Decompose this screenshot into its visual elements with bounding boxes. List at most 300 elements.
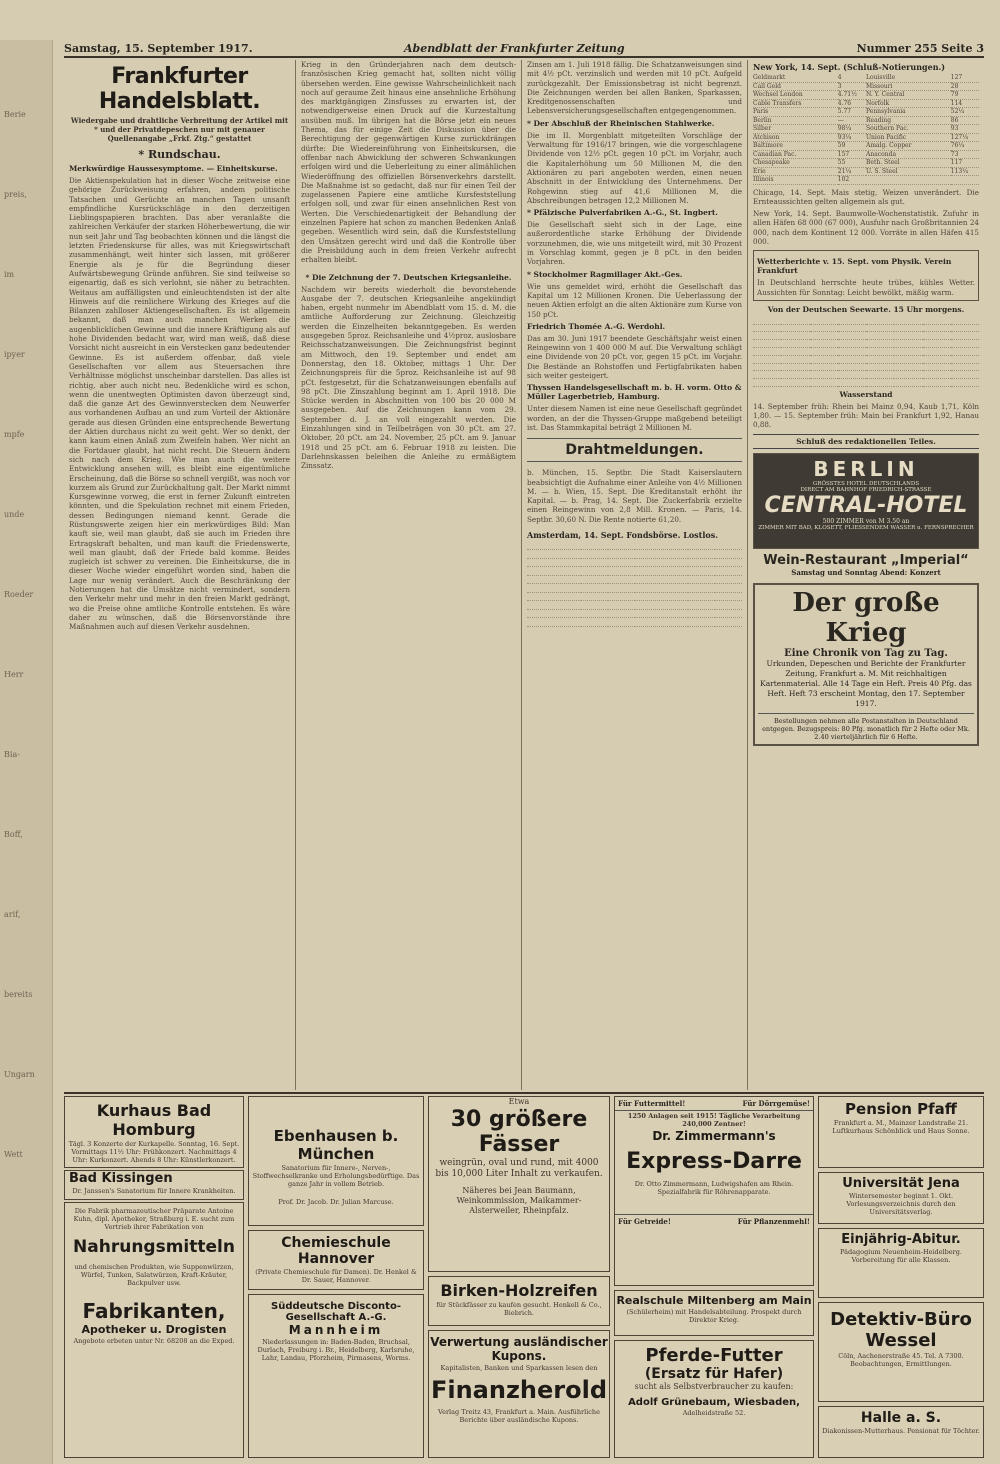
ny-row-label: Call Geld	[753, 83, 838, 92]
strip-word: bereits	[4, 990, 33, 999]
express-title: Express-Darre	[626, 1149, 802, 1174]
ny-row-label: Amalg. Copper	[866, 142, 951, 151]
ny-row-label: U. S. Steel	[866, 168, 951, 177]
table-cell	[635, 610, 689, 619]
table-cell	[753, 364, 781, 372]
table-cell	[715, 584, 742, 593]
express-name: Dr. Zimmermann's	[652, 1129, 776, 1143]
ny-row-value: 5.77	[838, 108, 866, 117]
weather-title: Wetterberichte v. 15. Sept. vom Physik. Verein Frankfurt	[757, 257, 952, 276]
table-cell	[715, 542, 742, 551]
new-york-market-title: New York, 14. Sept. (Schluß-Notierungen.)	[753, 62, 946, 72]
table-cell	[838, 325, 866, 333]
table-cell	[838, 340, 866, 348]
table-cell	[527, 584, 581, 593]
ny-row-value: 86	[951, 117, 979, 126]
table-cell	[781, 317, 809, 325]
imperial-ad-sub: Samstag und Sonntag Abend: Konzert	[791, 567, 941, 577]
pferde-sub: (Ersatz für Hafer)	[644, 1366, 784, 1382]
kurhaus-title: Kurhaus Bad Homburg	[96, 1101, 212, 1139]
table-cell	[527, 610, 581, 619]
table-cell	[894, 348, 922, 356]
table-cell	[608, 567, 635, 576]
table-cell	[894, 340, 922, 348]
amsterdam-market-title: Amsterdam, 14. Sept. Fondsbörse. Lostlos.	[527, 529, 719, 540]
table-cell	[810, 371, 838, 379]
article-heading-pulverfabriken: * Pfälzische Pulverfabriken A.-G., St. Ingbert.	[527, 208, 718, 218]
table-cell	[635, 576, 689, 585]
table-cell	[715, 618, 742, 627]
strip-word: Berie	[4, 110, 26, 119]
table-cell	[527, 593, 581, 602]
chemie-body: (Private Chemieschule für Damen). Dr. Henkel & Dr. Sauer, Hannover.	[255, 1268, 417, 1284]
table-cell	[688, 559, 715, 568]
table-cell	[923, 356, 951, 364]
table-cell	[608, 601, 635, 610]
table-cell	[894, 364, 922, 372]
previous-page-strip	[0, 40, 53, 1464]
article-heading-kriegsanleihe: * Die Zeichnung der 7. Deutschen Kriegsanleihe.	[305, 272, 512, 282]
ny-row-value: 4.71½	[838, 91, 866, 100]
wasserstand-title: Wasserstand	[839, 389, 893, 399]
disconto-title: Süddeutsche Disconto-Gesellschaft A.-G.	[271, 1301, 401, 1323]
article-body: Die Aktienspekulation hat in dieser Woche zeitweise eine gehörige Zurückweisung erfahren, andem politische Tatsachen und Gerüchte an manchen Tagen unsanft empfindliche Kursrückschläge in den derzeitigen Lieblingspapieren brachten. Das aber veranlaßte die zahlreichen Verkäufer der starken Höherbewertung, die wir nun seit Jahr und Tag beobachten können und die längst die letzten Friedenskurse für alles, was mit Kriegswirtschaft zusammenhängt, weit hinter sich lassen, mit größerer Energie als je für die Begründung dieser Aufwärtsbewegung Gründe anführen. Sie sind teilweise so eigenartig, daß es sich verlohnt, sie näher zu betrachten. Weitaus am auffälligsten und einleuchtendsten ist der alte Hinweis auf die reinlichere Wirkung des Krieges auf die Bilanzen zahlloser Aktiengesellschaften. Es ist allgemein bekannt, daß man auch manchen Werken die augenblicklichen Gewinne und die innere Kräftigung als auf hohe Dividenden bedacht war, wird man weiß, daß diese Vorsicht nicht ausreicht in ein Verstecken ganz bedeutender Gewinne. Es ist außerdem offenbar, daß viele Gesellschaften vor allem aus Steuersachen ihre Verhältnisse möglichst unscheinbar darstellen. Das alles ist richtig, aber auch nicht neu. Bedenkliche wird es schon, wenn die unentwegten Optimisten davon überzeugt sind, daß die ganze Art des Gewinnverstecken dem Neuwerfer aus vorhandenen Aufbau an und zum Vorteil der Aktionäre gerade aus diesen Gründen eine entsprechende Bewertung der Aktien durchaus nicht zu weit geht. Wer so denkt, der kann kaum einen Anlaß zum Zweifeln haben. Wer nicht an die Fortdauer glaubt, hat nicht recht. Die Steuern ändern sich nach dem Krieg. Wie man auch die weitere Entwicklung ansehen will, es bleibt eine eigentümliche Erscheinung, daß die Börse so schnell vergißt, was noch vor kurzem als Grund zur Zurückhaltung galt. Der Markt nimmt Kursgewinne vorweg, die erst in ferner Zukunft eintreten könnten, und die Spekulation rechnet mit einem Frieden, dessen Bedingungen niemand kennt. Gerade die Rüstungswerte zeigen hier ein merkwürdiges Bild: Man kauft sie, weil man glaubt, daß sie auch im Frieden ihre Ertragskraft behalten, und man kauft die Friedenswerte, weil man glaubt, daß der Friede bald komme. Beides zugleich ist schwer zu vereinen. Die Einheitskurse, die in dieser Woche wieder eingeführt worden sind, haben die Lage nur wenig verändert. Auch die Beschränkung der Notierungen hat die Umsätze nicht vermindert, sondern den Verkehr mehr und mehr in den freien Markt gedrängt, wo die Preise ohne amtliche Kontrolle entstehen. Es wäre daher zu wünschen, daß die Börsenvorstände ihre Maßnahmen auch auf diesen Verkehr ausdehnen.	[69, 176, 290, 632]
cotton-report: New York, 14. Sept. Baumwolle-Wochenstatistik. Zufuhr in allen Häfen 68 000 (67 000), Ausfuhr nach Großbritannien 24 000, nach dem Kontinent 12 000. Vorräte in allen Häfen 415 000.	[753, 209, 979, 246]
pferde-name: Adolf Grünebaum, Wiesbaden,	[628, 1397, 800, 1408]
table-cell	[810, 325, 838, 333]
table-cell	[810, 364, 838, 372]
table-cell	[608, 584, 635, 593]
masthead-subtitle: Wiedergabe und drahtliche Verbreitung der Artikel mit * und der Privatdepeschen nur mit genauer Quellenangabe „Frkf. Ztg.“ gestattet	[70, 116, 289, 143]
table-cell	[688, 542, 715, 551]
kupons-body: Kapitalisten, Banken und Sparkassen lesen den	[440, 1364, 598, 1372]
chicago-report: Chicago, 14. Sept. Mais stetig, Weizen unverändert. Die Ernteaussichten gelten allgemein als gut.	[753, 187, 979, 206]
table-cell	[581, 550, 608, 559]
ny-row-value: 52¼	[951, 108, 979, 117]
table-cell	[635, 559, 689, 568]
ad-realschule-miltenberg	[614, 1290, 814, 1336]
table-cell	[608, 542, 635, 551]
fabrikanten-sub: Apotheker u. Drogisten	[81, 1323, 227, 1336]
table-cell	[838, 371, 866, 379]
article-heading-stockholmer: * Stockholmer Ragmillager Akt.-Ges.	[527, 269, 683, 279]
drahtmeldungen-title: Drahtmeldungen.	[527, 438, 742, 462]
table-cell	[923, 348, 951, 356]
table-cell	[781, 332, 809, 340]
article-body-kriegsanleihe: Nachdem wir bereits wiederholt die bevorstehende Ausgabe der 7. deutschen Kriegsanleihe angekündigt haben, ergeht nunmehr im Abendblatt vom 15. d. M. die amtliche Aufforderung zur Zeichnung. Gleichzeitig werden die Einzelheiten bekanntgegeben. Es werden ausgegeben 5proz. Reichsanleihe und 4½proz. auslosbare Reichsschatzanweisungen. Die Zeichnungsfrist beginnt am Mittwoch, den 19. September und endet am Donnerstag, den 18. Oktober, mittags 1 Uhr. Der Zeichnungspreis für die 5proz. Reichsanleihe ist auf 98 pCt. festgesetzt, für die Schatzanweisungen ebenfalls auf 98 pCt. Die Zinszahlung beginnt am 1. April 1918. Die Stücke werden in Abschnitten von 100 bis 20 000 M ausgegeben. Auf die Zeichnungen kann vom 29. September d. J. an voll eingezahlt werden. Die Einzahlungen sind in Teilbeträgen von 30 pCt. am 27. Oktober, 20 pCt. am 24. November, 25 pCt. am 9. Januar 1918 und 25 pCt. am 6. Februar 1918 zu leisten. Die Darlehnskassen beleihen die Anleihe zu ermäßigtem Zinssatz.	[301, 284, 516, 471]
ny-row-value: 4.76	[838, 100, 866, 109]
table-cell	[581, 559, 608, 568]
table-cell	[635, 567, 689, 576]
ny-row-label: Union Pacific	[866, 134, 951, 143]
table-cell	[635, 584, 689, 593]
ny-row-value: 73	[951, 151, 979, 160]
futter4: Für Pflanzenmehl!	[737, 1217, 810, 1226]
wasserstand-body: 14. September früh: Rhein bei Mainz 0,94, Kaub 1,71, Köln 1,80. — 15. September früh: Main bei Frankfurt 1,92, Hanau 0,88.	[753, 401, 979, 430]
ad-pferde-futter	[614, 1340, 814, 1458]
express-body: Dr. Otto Zimmermann, Ludwigshafen am Rhein. Spezialfabrik für Röhrenapparate.	[634, 1180, 794, 1196]
table-cell	[581, 576, 608, 585]
table-cell	[866, 332, 894, 340]
table-cell	[608, 593, 635, 602]
ny-row-value: 4	[838, 74, 866, 83]
uni-body: Wintersemester beginnt 1. Okt. Vorlesungsverzeichnis durch den Universitätsverlag.	[846, 1192, 956, 1216]
table-cell	[715, 601, 742, 610]
ny-row-value: 127	[951, 74, 979, 83]
ny-row-value: 157	[838, 151, 866, 160]
ad-halle	[818, 1406, 984, 1458]
header-date: Samstag, 15. September 1917.	[64, 42, 253, 55]
table-cell	[527, 601, 581, 610]
table-cell	[838, 379, 866, 387]
strip-word: Wett	[4, 1150, 23, 1159]
finanz-title: Finanzherold	[430, 1376, 608, 1404]
weather-body: In Deutschland herrschte heute trübes, kühles Wetter. Aussichten für Sonntag: Leicht bewölkt, mäßig warm.	[757, 278, 975, 297]
ny-row-label: Erie	[753, 168, 838, 177]
table-cell	[715, 567, 742, 576]
nahrung-body: und chemischen Produkten, wie Suppenwürzen, Würfel, Tunken, Salatwürzen, Kraft-Kräuter, Backpulver usw.	[74, 1263, 234, 1287]
table-cell	[923, 364, 951, 372]
article-body-continued-3: Zinsen am 1. Juli 1918 fällig. Die Schatzanweisungen sind mit 4½ pCt. verzinslich und werden mit 10 pCt. Aufgeld zurückgezahlt. Der Emissionsbetrag ist nicht begrenzt. Die Zeichnungen werden bei allen Banken, Sparkassen, Kreditgenossenschaften und Lebensversicherungsgesellschaften entgegengenommen.	[527, 60, 742, 116]
ny-row-label	[866, 176, 951, 185]
ad-kurhaus-homburg	[64, 1096, 244, 1168]
ny-row-value: 59	[838, 142, 866, 151]
table-cell	[923, 325, 951, 333]
faesser-etwa: Etwa	[508, 1097, 530, 1106]
table-cell	[715, 593, 742, 602]
ny-row-label: Anaconda	[866, 151, 951, 160]
ny-row-label: Pennsylvania	[866, 108, 951, 117]
ny-row-label: Beth. Steel	[866, 159, 951, 168]
table-cell	[608, 610, 635, 619]
table-cell	[608, 618, 635, 627]
table-cell	[715, 610, 742, 619]
krieg-foot: Bestellungen nehmen alle Postanstalten in Deutschland entgegen. Bezugspreis: 80 Pfg. monatlich für 2 Hefte oder Mk. 2.40 vierteljährlich für 6 Hefte.	[758, 713, 974, 741]
strip-word: mpfe	[4, 430, 25, 439]
table-cell	[753, 332, 781, 340]
berlin-small1: GRÖSSTES HOTEL DEUTSCHLANDS	[812, 480, 920, 487]
table-cell	[866, 364, 894, 372]
ny-row-label: Cable Transfers	[753, 100, 838, 109]
ebenhausen-title: Ebenhausen b. München	[273, 1127, 399, 1163]
ny-row-value: 113¼	[951, 168, 979, 177]
ny-row-label: Louisville	[866, 74, 951, 83]
ny-row-label: Missouri	[866, 83, 951, 92]
berlin-hotel-ad	[753, 453, 979, 549]
einjaehrig-body: Pädagogium Neuenheim-Heidelberg. Vorbereitung für alle Klassen.	[840, 1248, 962, 1264]
detektiv-title: Detektiv-Büro Wessel	[830, 1309, 972, 1351]
table-cell	[781, 348, 809, 356]
article-body-thomee: Das am 30. Juni 1917 beendete Geschäftsjahr weist einen Reingewinn von 1 400 000 M auf. Die Verwaltung schlägt eine Dividende von 20 pCt. vor, gegen 15 pCt. im Vorjahr. Die Bestände an Rohstoffen und Fertigfabrikaten haben sich weiter gesteigert.	[527, 333, 742, 381]
table-cell	[781, 379, 809, 387]
table-cell	[781, 364, 809, 372]
ny-row-label: Southern Pac.	[866, 125, 951, 134]
futter2: Für Dörrgemüse!	[742, 1099, 810, 1108]
table-cell	[866, 371, 894, 379]
header-issue-page: Nummer 255 Seite 3	[856, 42, 984, 55]
realschule-title: Realschule Miltenberg am Main	[616, 1294, 812, 1307]
table-cell	[715, 576, 742, 585]
berlin-rooms: 500 ZIMMER von M 3.50 an	[822, 517, 910, 525]
strip-word: im	[4, 270, 15, 279]
express-top: 1250 Anlagen seit 1915! Tägliche Verarbeitung 240,000 Zentner!	[627, 1112, 801, 1128]
strip-word: Boff,	[4, 830, 23, 839]
article-heading-thomee: Friedrich Thomée A.-G. Werdohl.	[527, 321, 666, 331]
page-header	[64, 40, 984, 58]
ad-universitaet-jena	[818, 1172, 984, 1224]
table-cell	[753, 317, 781, 325]
ebenhausen-doctors: Prof. Dr. Jacob. Dr. Julian Marcuse.	[278, 1198, 394, 1206]
berlin-hotel-name: CENTRAL-HOTEL	[764, 492, 968, 518]
end-of-editorial: Schluß des redaktionellen Teiles.	[753, 434, 979, 449]
table-cell	[894, 379, 922, 387]
table-cell	[923, 340, 951, 348]
table-cell	[753, 379, 781, 387]
strip-word: arif,	[4, 910, 21, 919]
ny-row-label: Paris	[753, 108, 838, 117]
table-cell	[688, 601, 715, 610]
article-body-stockholmer: Wie uns gemeldet wird, erhöht die Gesellschaft das Kapital um 12 Millionen Kronen. Die Ueberlassung der neuen Aktien erfolgt an die alten Aktionäre zum Kurse von 150 pCt.	[527, 281, 742, 319]
article-heading-thyssen: Thyssen Handelsgesellschaft m. b. H. vorm. Otto & Müller Lagerbetrieb, Hamburg.	[527, 383, 742, 402]
table-cell	[715, 550, 742, 559]
article-body-pulverfabriken: Die Gesellschaft sieht sich in der Lage, eine außerordentliche starke Erhöhung der Dividende vorzunehmen, die, wie uns mitgeteilt wird, mit 30 Prozent in Vorschlag kommt, gegen je 8 pCt. in den beiden Vorjahren.	[527, 220, 742, 267]
table-cell	[810, 379, 838, 387]
table-cell	[923, 379, 951, 387]
table-cell	[688, 550, 715, 559]
table-cell	[781, 340, 809, 348]
ad-express-darre	[614, 1096, 814, 1286]
strip-word: unde	[4, 510, 25, 519]
article-heading-rheinische-stahlwerke: * Der Abschluß der Rheinischen Stahlwerke.	[527, 118, 715, 128]
table-cell	[581, 618, 608, 627]
ads-divider	[64, 1092, 984, 1094]
ny-row-label: Berlin	[753, 117, 838, 126]
disconto-body: Niederlassungen in: Baden-Baden, Bruchsal, Durlach, Freiburg i. Br., Heidelberg, Karlsruhe, Lahr, Landau, Pforzheim, Pirmasens, Worms.	[257, 1338, 415, 1362]
ny-row-label: N. Y. Central	[866, 91, 951, 100]
einjaehrig-title: Einjährig-Abitur.	[841, 1232, 961, 1247]
table-cell	[838, 356, 866, 364]
table-cell	[527, 559, 581, 568]
table-cell	[753, 371, 781, 379]
kissingen-title: Bad Kissingen	[69, 1171, 173, 1186]
table-cell	[688, 618, 715, 627]
article-body-thyssen: Unter diesem Namen ist eine neue Gesellschaft gegründet worden, an der die Thyssen-Gruppe maßgebend beteiligt ist. Das Stammkapital beträgt 2 Millionen M.	[527, 404, 742, 432]
der-grosse-krieg-ad	[753, 583, 979, 746]
table-cell	[894, 332, 922, 340]
table-cell	[527, 567, 581, 576]
table-cell	[688, 567, 715, 576]
ny-row-label: Atchison	[753, 134, 838, 143]
strip-word: preis,	[4, 190, 27, 199]
strip-word: Herr	[4, 670, 24, 679]
table-cell	[838, 317, 866, 325]
ad-nahrungsmittel	[64, 1202, 244, 1458]
column-3	[522, 60, 748, 1090]
table-cell	[951, 356, 979, 364]
table-cell	[894, 371, 922, 379]
ny-row-label: Illinois	[753, 176, 838, 185]
seewarte-title: Von der Deutschen Seewarte. 15 Uhr morgens.	[767, 304, 965, 314]
table-cell	[866, 340, 894, 348]
article-body-continued: Krieg in den Gründerjahren nach dem deutsch-französischen Krieg gemacht hat, sollten nicht völlig übersehen werden. Eine gewisse Wahrscheinlichkeit nach noch auf geraume Zeit hinaus eine ansehnliche Erhöhung des marktgängigen Zinsfusses zu erwarten ist, der notwendigerweise einen Druck auf die Kurzestaltung ausüben muß. Im übrigen hat die Börse jetzt ein neues Thema, das für einige Zeit die Diskussion über die Berechtigung der gegenwärtigen Kurse zurückdrängen dürfte: Die Wiedereinführung von Einheitskursen, die offenbar nach Abwicklung der schweren Schwankungen erfolgen wird und die Ueberleitung zu einer allmählichen Wiederöffnung des offiziellen Börsenverkehrs darstellt. Die Maßnahme ist so gedacht, daß nur für einen Teil der zugelassenen Papiere eine amtliche Kursfeststellung erfolgen soll, und zwar für einen ansehnlichen Rest von Werten. Die Verschiedenartigkeit der Behandlung der einzelnen Papiere hat schon zu manchen Bedenken Anlaß gegeben. Wesentlich wird sein, daß die Kursfeststellung den Umsätzen gerecht wird und daß die Kontrolle über die Preisbildung auch in dem freien Verkehr aufrecht erhalten bleibt.	[301, 60, 516, 265]
column-4	[748, 60, 984, 1090]
table-cell	[951, 332, 979, 340]
table-cell	[635, 542, 689, 551]
imperial-ad-title: Wein-Restaurant „Imperial“	[763, 552, 969, 568]
table-cell	[838, 364, 866, 372]
ny-row-value: 127¼	[951, 134, 979, 143]
ny-row-value: 55	[838, 159, 866, 168]
table-cell	[894, 325, 922, 333]
ad-einjaehrig-abitur	[818, 1228, 984, 1298]
section-title: * Rundschau.	[138, 148, 221, 161]
table-cell	[810, 340, 838, 348]
ad-birken-holzreifen	[428, 1276, 610, 1326]
berlin-small2: DIRECT AM BAHNHOF FRIEDRICH-STRASSE	[800, 486, 932, 493]
table-cell	[951, 371, 979, 379]
strip-word: Roeder	[4, 590, 34, 599]
drahtmeldungen-body: b. München, 15. Septbr. Die Stadt Kaiserslautern beabsichtigt die Aufnahme einer Anleihe von 4½ Millionen M. — b. Wien, 15. Sept. Die Kreditanstalt erhöht ihr Kapital. — b. Prag, 14. Sept. Die Zuckerfabrik erzielte einen Reingewinn von 2,8 Mill. Kronen. — Paris, 14. Septbr. 30,60 N. Die Rente notierte 61,20.	[527, 468, 742, 524]
table-cell	[951, 348, 979, 356]
table-cell	[781, 325, 809, 333]
ny-row-value: —	[838, 117, 866, 126]
table-cell	[810, 356, 838, 364]
column-2	[296, 60, 522, 1090]
table-cell	[753, 348, 781, 356]
ny-row-value: 98¼	[838, 125, 866, 134]
table-cell	[715, 559, 742, 568]
ny-row-value: 3	[838, 83, 866, 92]
fabrik-body: Die Fabrik pharmazeutischer Präparate Antoine Kuhn, dipl. Apotheker, Straßburg i. E. sucht zum Vertrieb ihrer Fabrikation von	[73, 1207, 235, 1231]
halle-title: Halle a. S.	[860, 1410, 942, 1426]
table-cell	[894, 317, 922, 325]
table-cell	[635, 618, 689, 627]
table-cell	[810, 332, 838, 340]
table-cell	[838, 348, 866, 356]
ad-ebenhausen	[248, 1096, 424, 1226]
table-cell	[688, 593, 715, 602]
table-cell	[894, 356, 922, 364]
ny-row-value	[951, 176, 979, 185]
table-cell	[951, 317, 979, 325]
table-cell	[838, 332, 866, 340]
table-cell	[608, 559, 635, 568]
faesser-title: 30 größere Fässer	[450, 1107, 588, 1157]
amsterdam-market-table	[527, 542, 742, 627]
table-cell	[866, 348, 894, 356]
detektiv-body: Cöln, Aachenerstraße 45. Tel. A 7300. Beobachtungen, Ermittlungen.	[838, 1352, 964, 1368]
table-cell	[581, 593, 608, 602]
ny-row-label: Chesapeake	[753, 159, 838, 168]
table-cell	[581, 601, 608, 610]
berlin-city: BERLIN	[813, 456, 919, 481]
new-york-market-table	[753, 74, 979, 185]
table-cell	[781, 356, 809, 364]
disconto-city: Mannheim	[288, 1323, 384, 1337]
ad-faesser	[428, 1096, 610, 1272]
ad-disconto-gesellschaft	[248, 1294, 424, 1458]
ny-row-label: Silber	[753, 125, 838, 134]
futter3: Für Getreide!	[618, 1217, 671, 1226]
table-cell	[923, 317, 951, 325]
ny-row-value: 28	[951, 83, 979, 92]
ny-row-label: Baltimore	[753, 142, 838, 151]
fabrikanten-body: Angebote erbeten unter Nr. 68208 an die Exped.	[73, 1337, 235, 1345]
table-cell	[688, 576, 715, 585]
krieg-sub: Eine Chronik von Tag zu Tag.	[784, 647, 948, 659]
ny-row-value: 93¼	[838, 134, 866, 143]
table-cell	[781, 371, 809, 379]
realschule-body: (Schülerheim) mit Handelsabteilung. Prospekt durch Direktor Krieg.	[626, 1308, 802, 1324]
table-cell	[753, 340, 781, 348]
pferde-title: Pferde-Futter	[645, 1345, 783, 1366]
ad-chemieschule	[248, 1230, 424, 1290]
table-cell	[866, 325, 894, 333]
uni-title: Universität Jena	[842, 1176, 960, 1191]
table-cell	[635, 601, 689, 610]
pferde-body: sucht als Selbstverbraucher zu kaufen:	[634, 1382, 794, 1391]
ny-row-label: Reading	[866, 117, 951, 126]
table-cell	[581, 542, 608, 551]
table-cell	[608, 576, 635, 585]
table-cell	[923, 332, 951, 340]
ny-row-label: Geldmarkt	[753, 74, 838, 83]
finanz-body: Verlag Treitz 43, Frankfurt a. Main. Ausführliche Berichte über ausländische Kupons.	[438, 1408, 600, 1424]
table-cell	[951, 340, 979, 348]
fabrikanten-title: Fabrikanten,	[82, 1299, 226, 1323]
kupons-title: Verwertung ausländischer Kupons.	[430, 1335, 608, 1363]
table-cell	[753, 356, 781, 364]
pferde-addr: Adelheidstraße 52.	[682, 1409, 746, 1417]
table-cell	[866, 379, 894, 387]
column-1	[64, 60, 296, 1090]
faesser-contact: Näheres bei Jean Baumann, Weinkommission, Maikammer-Alsterweiler, Rheinpfalz.	[456, 1186, 582, 1215]
table-cell	[635, 593, 689, 602]
article-subhead: Merkwürdige Haussesymptome. — Einheitskurse.	[69, 164, 278, 173]
masthead: Frankfurter Handelsblatt.	[98, 64, 261, 114]
table-cell	[581, 567, 608, 576]
header-paper-name: Abendblatt der Frankfurter Zeitung	[404, 42, 625, 55]
strip-word: Ungarn	[4, 1070, 35, 1079]
table-cell	[810, 348, 838, 356]
ad-bad-kissingen	[64, 1170, 244, 1200]
ny-row-value: 117	[951, 159, 979, 168]
table-cell	[866, 356, 894, 364]
table-cell	[923, 371, 951, 379]
ny-row-label: Canadian Pac.	[753, 151, 838, 160]
table-cell	[951, 325, 979, 333]
table-cell	[688, 610, 715, 619]
seewarte-table	[753, 317, 979, 387]
krieg-body: Urkunden, Depeschen und Berichte der Frankfurter Zeitung, Frankfurt a. M. Mit reichhaltigen Kartenmaterial. Alle 14 Tage ein Heft. Preis 40 Pfg. das Heft. Heft 73 erscheint Montag, den 17. September 1917.	[760, 658, 972, 708]
ny-row-label: Norfolk	[866, 100, 951, 109]
halle-body: Diakonissen-Mutterhaus. Pensionat für Töchter.	[822, 1427, 980, 1435]
ebenhausen-body: Sanatorium für Innere-, Nerven-, Stoffwechselkranke und Erholungsbedürftige. Das ganze Jahr in vollem Betrieb.	[252, 1164, 420, 1188]
kissingen-body: Dr. Janssen's Sanatorium für Innere Krankheiten.	[72, 1187, 236, 1195]
table-cell	[635, 550, 689, 559]
ny-row-value: 114	[951, 100, 979, 109]
strip-word: ipyer	[4, 350, 25, 359]
ny-row-label: Wechsel London	[753, 91, 838, 100]
kurhaus-body: Tägl. 3 Konzerte der Kurkapelle. Sonntag, 16. Sept. Vormittags 11½ Uhr: Frühkonzert. Nachmittags 4 Uhr: Kurkonzert. Abends 8 Uhr: Künstlerkonzert.	[68, 1140, 240, 1164]
ad-pension-pfaff	[818, 1096, 984, 1168]
birken-title: Birken-Holzreifen	[440, 1281, 598, 1300]
strip-word: Bia-	[4, 750, 20, 759]
table-cell	[527, 618, 581, 627]
ny-row-value: 21¼	[838, 168, 866, 177]
chemie-title: Chemieschule Hannover	[281, 1235, 391, 1267]
ny-row-value: 79	[951, 91, 979, 100]
